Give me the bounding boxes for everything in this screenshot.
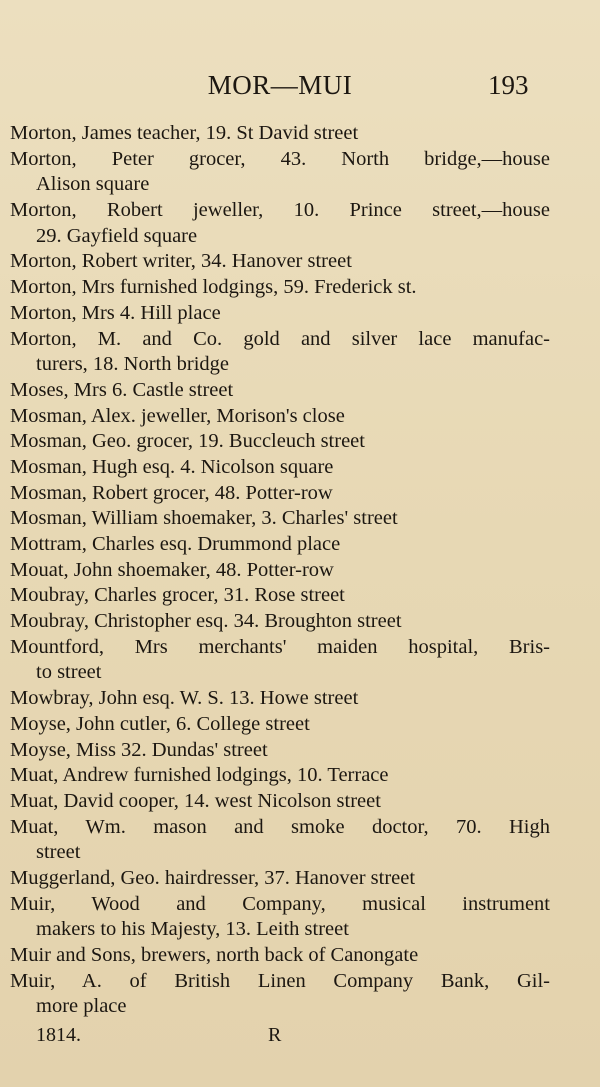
entry-line: Mouat, John shoemaker, 48. Potter-row <box>10 558 334 581</box>
entry-continuation-line: Alison square <box>36 173 150 196</box>
directory-entry <box>10 815 550 866</box>
directory-entry <box>10 481 550 507</box>
directory-entry <box>10 558 550 584</box>
entry-line: Mosman, William shoemaker, 3. Charles' street <box>10 507 398 530</box>
entry-line: Muat, Wm. mason and smoke doctor, 70. High <box>10 815 550 838</box>
entry-line: Mosman, Alex. jeweller, Morison's close <box>10 404 345 427</box>
entry-line: Moubray, Charles grocer, 31. Rose street <box>10 584 345 607</box>
directory-entry <box>10 712 550 738</box>
entry-continuation-line: street <box>36 841 81 864</box>
directory-entry <box>10 147 550 198</box>
directory-entry <box>10 532 550 558</box>
entry-line: Muggerland, Geo. hairdresser, 37. Hanover street <box>10 866 416 889</box>
signature-mark: R <box>268 1024 282 1046</box>
directory-entry <box>10 249 550 275</box>
directory-entries <box>10 121 550 1020</box>
entry-line: Muir and Sons, brewers, north back of Canongate <box>10 944 419 966</box>
entry-line: Morton, Peter grocer, 43. North bridge,—house <box>10 147 550 170</box>
entry-line: Mowbray, John esq. W. S. 13. Howe street <box>10 687 359 710</box>
entry-line: Morton, Robert jeweller, 10. Prince street,—house <box>10 199 550 222</box>
directory-entry <box>10 686 550 712</box>
directory-entry <box>10 506 550 532</box>
directory-entry <box>10 892 550 943</box>
entry-continuation-line: turers, 18. North bridge <box>36 353 229 376</box>
entry-continuation-line: 29. Gayfield square <box>36 224 198 247</box>
directory-entry <box>10 121 550 147</box>
directory-entry <box>10 943 550 969</box>
directory-entry <box>10 275 550 301</box>
entry-line: Mosman, Hugh esq. 4. Nicolson square <box>10 455 334 478</box>
directory-entry <box>10 969 550 1020</box>
directory-entry <box>10 404 550 430</box>
entry-continuation-line: to street <box>36 661 102 684</box>
entry-line: Morton, M. and Co. gold and silver lace manufac- <box>10 327 550 350</box>
entry-line: Morton, Robert writer, 34. Hanover street <box>10 250 352 273</box>
entry-line: Moyse, Miss 32. Dundas' street <box>10 738 268 761</box>
entry-line: Morton, James teacher, 19. St David street <box>10 122 359 144</box>
page-number: 193 <box>488 70 529 100</box>
directory-entry <box>10 583 550 609</box>
directory-entry <box>10 327 550 378</box>
directory-entry <box>10 789 550 815</box>
entry-line: Morton, Mrs 4. Hill place <box>10 301 221 324</box>
entry-line: Muat, David cooper, 14. west Nicolson street <box>10 789 381 812</box>
page-header <box>0 66 600 106</box>
directory-entry <box>10 429 550 455</box>
directory-entry <box>10 866 550 892</box>
entry-line: Morton, Mrs furnished lodgings, 59. Frederick st. <box>10 276 417 299</box>
entry-line: Muir, Wood and Company, musical instrument <box>10 892 550 915</box>
entry-line: Mottram, Charles esq. Drummond place <box>10 533 341 555</box>
entry-line: Moses, Mrs 6. Castle street <box>10 378 234 401</box>
directory-entry <box>10 455 550 481</box>
entry-continuation-line: makers to his Majesty, 13. Leith street <box>36 918 349 941</box>
entry-line: Mosman, Robert grocer, 48. Potter-row <box>10 481 333 504</box>
running-head: MOR—MUI <box>207 70 353 100</box>
entry-line: Moubray, Christopher esq. 34. Broughton street <box>10 610 402 633</box>
page-footer <box>36 1024 336 1052</box>
directory-entry <box>10 763 550 789</box>
directory-entry <box>10 738 550 764</box>
directory-entry <box>10 635 550 686</box>
entry-line: Muir, A. of British Linen Company Bank, Gil- <box>10 969 550 992</box>
entry-line: Mountford, Mrs merchants' maiden hospital, Bris- <box>10 635 550 658</box>
entry-line: Moyse, John cutler, 6. College street <box>10 712 310 735</box>
directory-entry <box>10 301 550 327</box>
entry-continuation-line: more place <box>36 995 127 1018</box>
directory-entry <box>10 198 550 249</box>
entry-line: Muat, Andrew furnished lodgings, 10. Terrace <box>10 764 389 787</box>
directory-entry <box>10 378 550 404</box>
entry-line: Mosman, Geo. grocer, 19. Buccleuch street <box>10 430 365 453</box>
signature-year: 1814. <box>36 1024 81 1046</box>
directory-entry <box>10 609 550 635</box>
